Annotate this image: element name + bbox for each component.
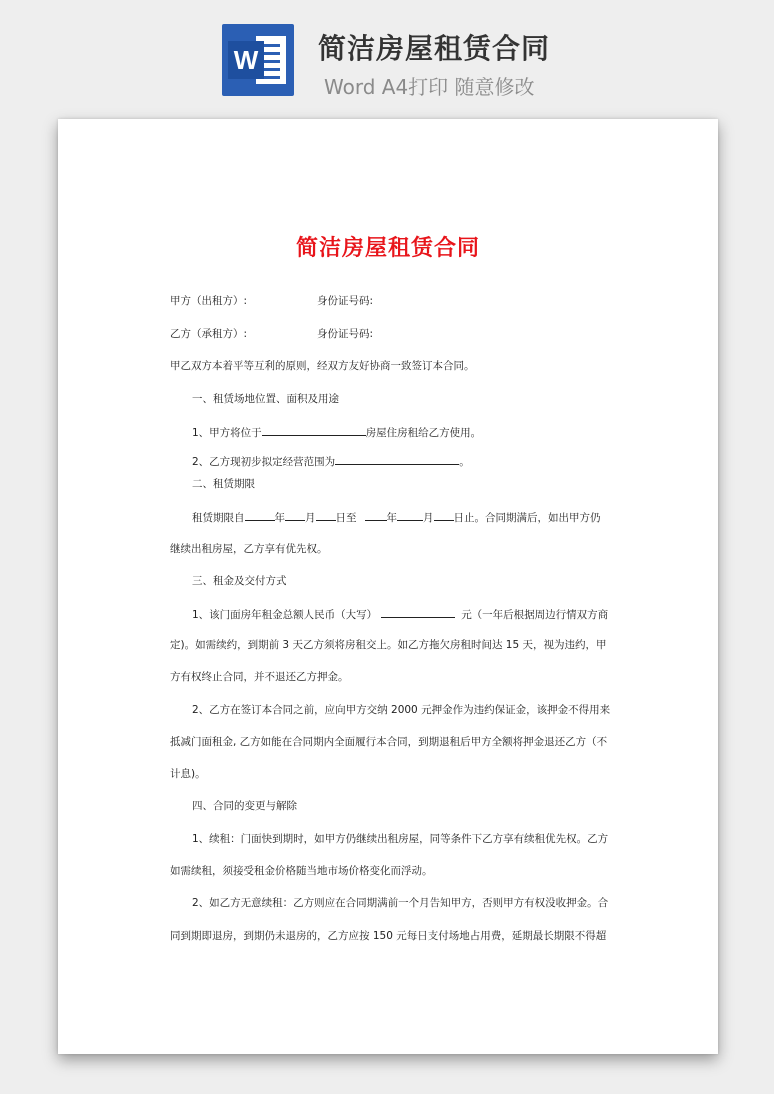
- party-a-id-label: 身份证号码:: [317, 295, 374, 307]
- start-month-blank[interactable]: [285, 509, 305, 521]
- start-year-blank[interactable]: [245, 509, 275, 521]
- document-page: [58, 119, 718, 1054]
- word-logo-letter: W: [228, 41, 264, 79]
- clause-3-2-line-2: 抵减门面租金, 乙方如能在合同期内全面履行本合同，到期退租后甲方全额将押金退还乙方（不: [170, 736, 608, 748]
- clause-4-2-line-2: 同到期即退房，到期仍未退房的，乙方应按 150 元每日支付场地占用费，延期最长期限不得超: [170, 930, 607, 942]
- document-title: 简洁房屋租赁合同: [295, 236, 480, 261]
- clause-3-1-line-3: 方有权终止合同，并不退还乙方押金。: [170, 671, 349, 683]
- section-2-heading: 二、租赁期限: [192, 478, 255, 490]
- party-b-label: 乙方（承租方）:: [170, 328, 248, 340]
- party-a-line: [170, 294, 373, 308]
- clause-4-1-line-1: 1、续租：门面快到期时，如甲方仍继续出租房屋，同等条件下乙方享有续租优先权。乙方: [192, 833, 609, 845]
- clause-3-1-line-2: 定)。如需续约，到期前 3 天乙方须将房租交上。如乙方拖欠房租时间达 15 天，视为违约，甲: [170, 639, 607, 651]
- party-b-line: [170, 327, 373, 341]
- banner-title: 简洁房屋租赁合同: [318, 32, 551, 65]
- lease-term-line: 租赁期限自 年 月 日至 年 月 日止。合同期满后，如出甲方仍: [192, 509, 601, 525]
- header-banner: [0, 0, 774, 110]
- end-day-blank[interactable]: [434, 509, 454, 521]
- party-b-id-label: 身份证号码:: [317, 328, 374, 340]
- party-a-label: 甲方（出租方）:: [170, 295, 248, 307]
- location-blank[interactable]: [262, 424, 366, 436]
- clause-4-2-line-1: 2、如乙方无意续租：乙方则应在合同期满前一个月告知甲方，否则甲方有权没收押金。合: [192, 897, 609, 909]
- clause-1-1: 1、甲方将位于 房屋住房租给乙方使用。: [192, 424, 481, 440]
- start-day-blank[interactable]: [316, 509, 336, 521]
- clause-1-2: 2、乙方现初步拟定经营范围为 。: [192, 453, 470, 469]
- clause-3-2-line-1: 2、乙方在签订本合同之前，应向甲方交纳 2000 元押金作为违约保证金，该押金不得用来: [192, 704, 611, 716]
- clause-3-1-line-1: 1、该门面房年租金总额人民币（大写） 元（一年后根据周边行情双方商: [192, 606, 608, 622]
- banner-subtitle: Word A4打印 随意修改: [324, 75, 535, 99]
- intro-paragraph: 甲乙双方本着平等互利的原则，经双方友好协商一致签订本合同。: [170, 360, 475, 372]
- end-year-blank[interactable]: [365, 509, 387, 521]
- word-document-icon: [222, 24, 294, 96]
- section-3-heading: 三、租金及交付方式: [192, 575, 287, 587]
- end-month-blank[interactable]: [397, 509, 423, 521]
- clause-3-2-line-3: 计息)。: [170, 768, 206, 780]
- business-scope-blank[interactable]: [335, 453, 459, 465]
- rent-amount-blank[interactable]: [381, 606, 455, 618]
- lease-term-line-2: 继续出租房屋，乙方享有优先权。: [170, 543, 328, 555]
- section-4-heading: 四、合同的变更与解除: [192, 800, 297, 812]
- clause-4-1-line-2: 如需续租，须接受租金价格随当地市场价格变化而浮动。: [170, 865, 433, 877]
- section-1-heading: 一、租赁场地位置、面积及用途: [192, 393, 339, 405]
